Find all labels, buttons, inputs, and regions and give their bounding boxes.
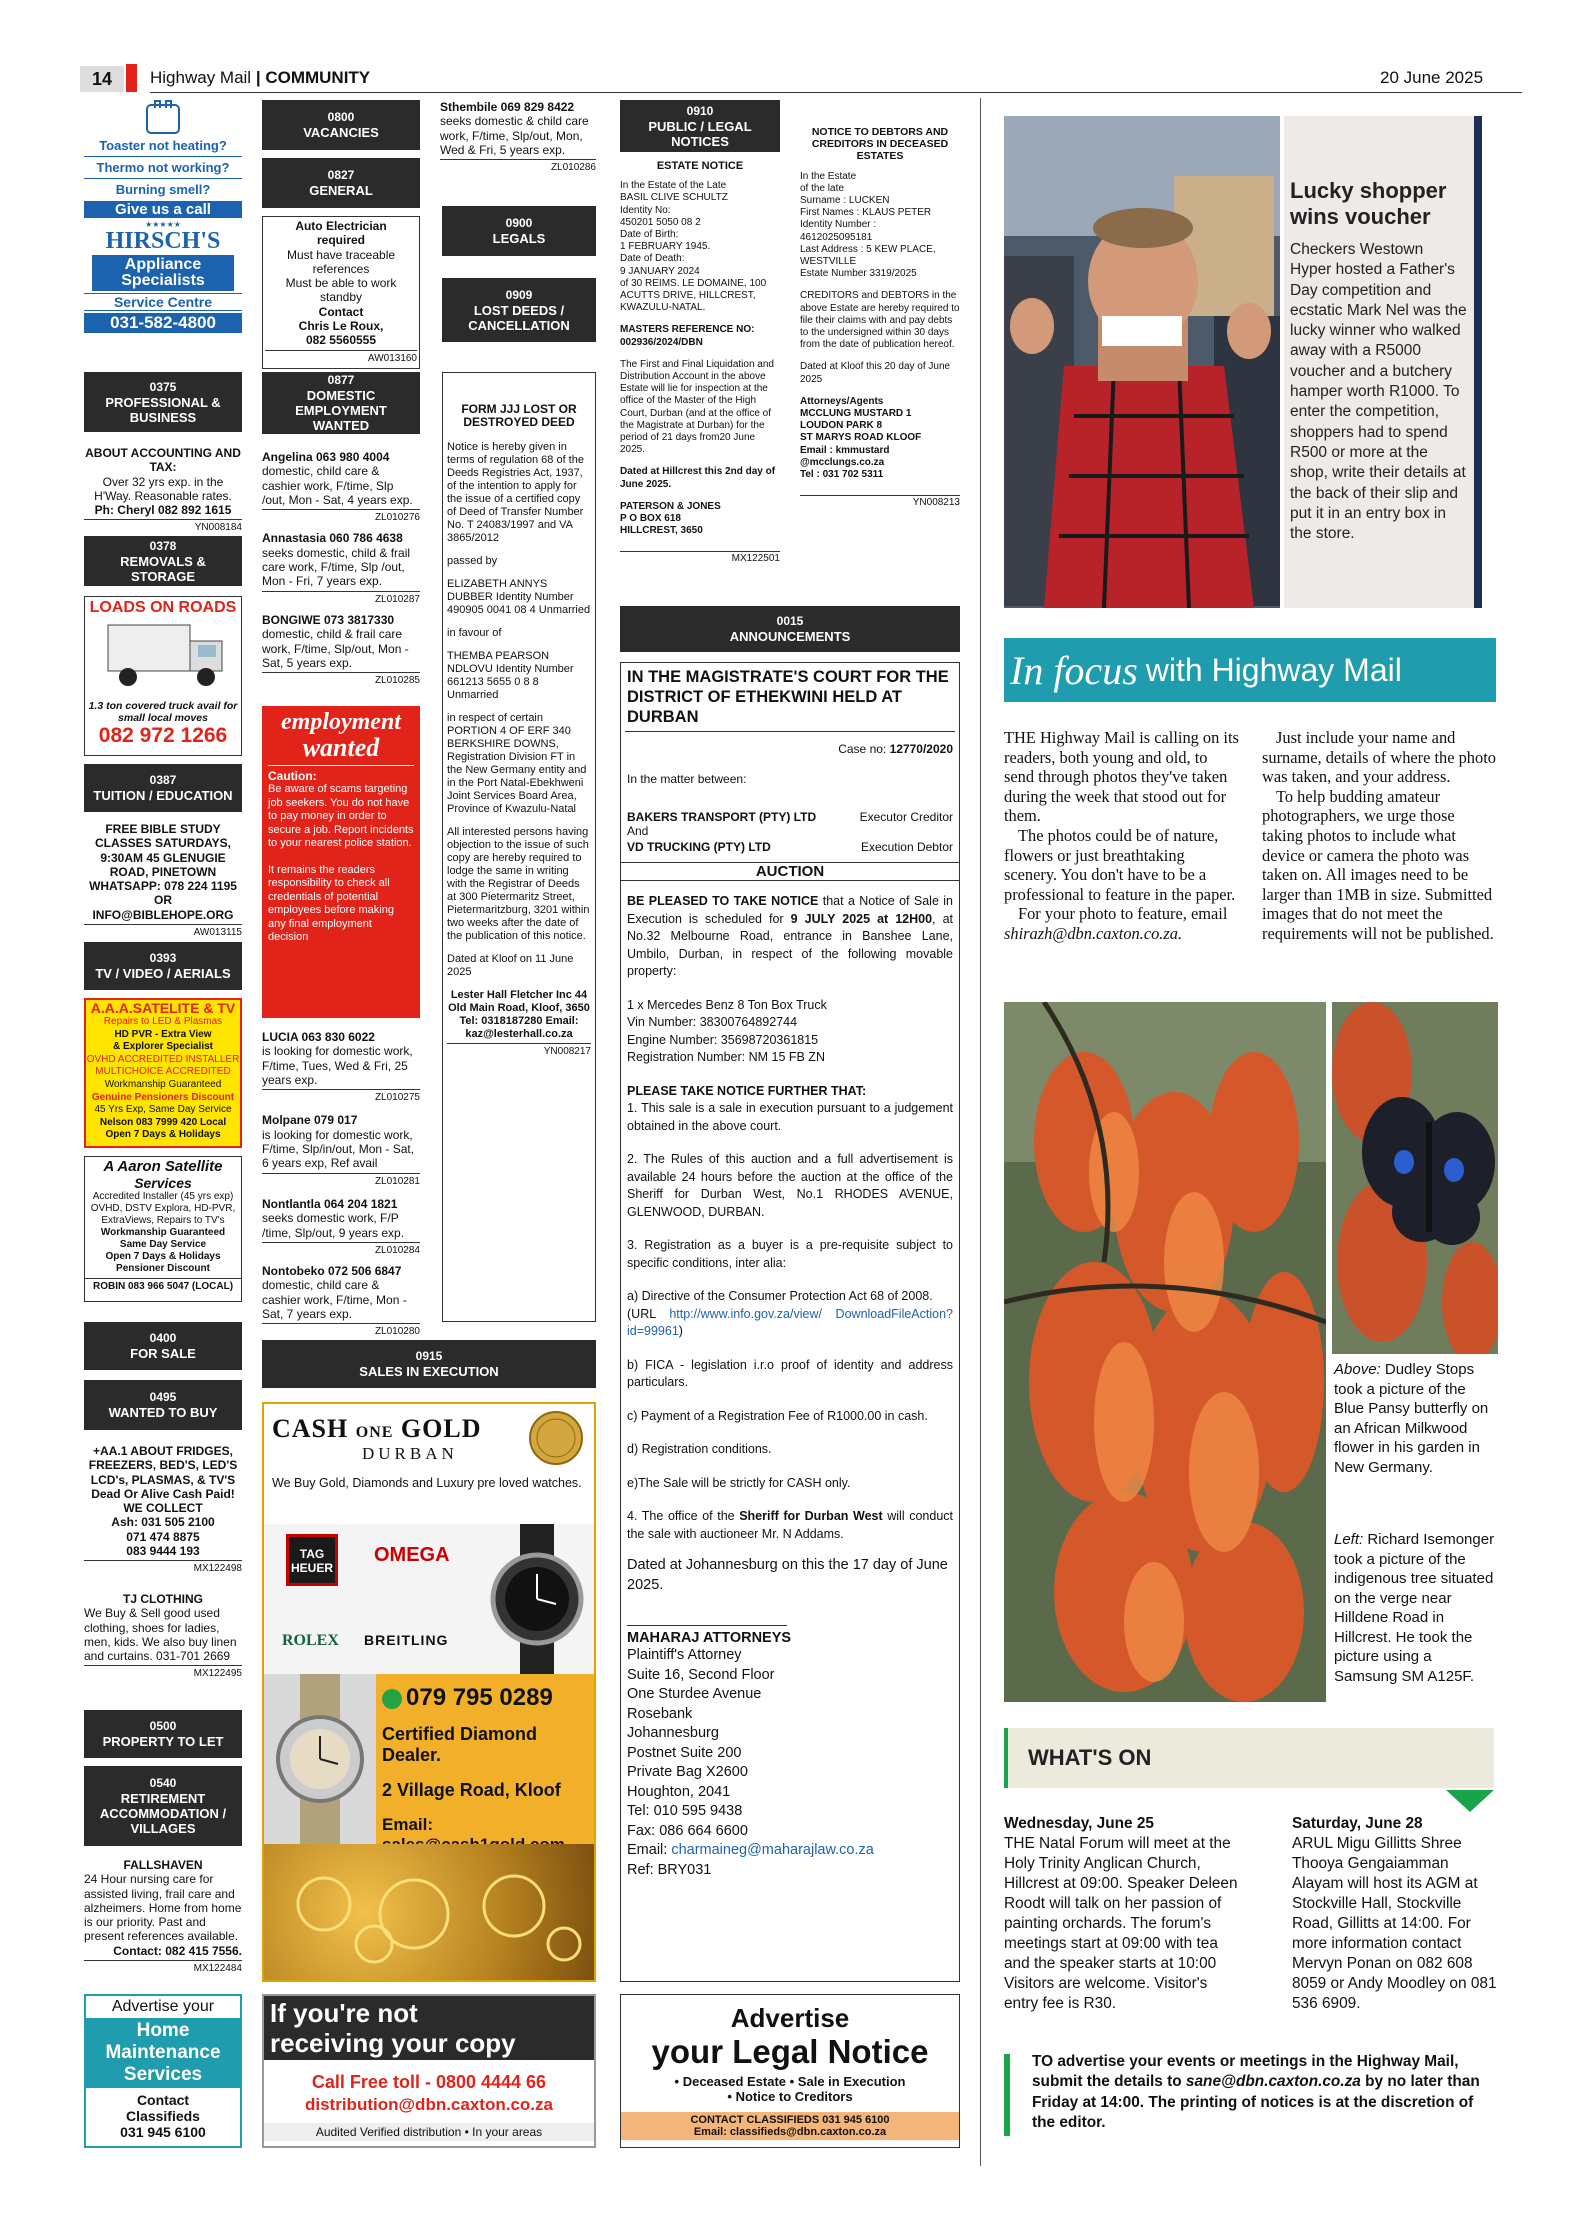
breitling-logo: BREITLING <box>364 1632 449 1648</box>
hirsch-ad <box>84 100 242 366</box>
class-bar-0495: 0495 WANTED TO BUY <box>84 1380 242 1430</box>
watch-icon <box>482 1524 592 1674</box>
class-bar-0387: 0387 TUITION / EDUCATION <box>84 764 242 812</box>
omega-logo: OMEGA <box>374 1544 450 1566</box>
section-title: Highway Mail | COMMUNITY <box>150 68 371 87</box>
page-number: 14 <box>80 66 124 92</box>
tree-flower-photo <box>1004 1002 1326 1702</box>
butterfly-photo <box>1332 1002 1498 1354</box>
class-bar-0827: 0827 GENERAL <box>262 158 420 208</box>
fridges-ad: +AA.1 ABOUT FRIDGES, FREEZERS, BED'S, LED'S LCD's, PLASMAS, & TV'S Dead Or Alive Cash Paid! WE COLLECT Ash: 031 505 2100 071 474 8875 083 9444 193 MX122498 <box>84 1444 242 1577</box>
rolex-logo: ROLEX <box>282 1632 339 1649</box>
list-item: Annastasia 060 786 4638 seeks domestic, child & frail care work, F/time, Slp /out, Mon - Fri, 7 years exp. ZL010287 <box>262 531 420 606</box>
cash-one-gold-ad: CASH ONE GOLD DURBAN We Buy Gold, Diamonds and Luxury pre loved watches. TAG HEUER OMEGA ROLEX BREITLING 079 795 0289 Certified Diamond Dealer. 2 Village Road, Kloof Email: <box>262 1402 596 1982</box>
stars: ★★★★★ <box>145 220 181 229</box>
event-wednesday: Wednesday, June 25 THE Natal Forum will meet at the Holy Trinity Anglican Church, Hillcrest at 09:00. Speaker Deleen Roodt will talk on her passion of painting orchards. The forum's meetings start at 09:00 with tea and the speaker starts at 10:00 Visitors are welcome. Visitor's entry fee is R30. <box>1004 1815 1238 2012</box>
fallshaven-ad: FALLSHAVEN 24 Hour nursing care for assisted living, frail care and alzheimers. Home from home is our priority. Past and present references available. Contact: 082 415 7556. MX122484 <box>84 1858 242 1976</box>
class-bar-0500: 0500 PROPERTY TO LET <box>84 1710 242 1758</box>
home-maintenance-ad: Advertise your Home Maintenance Services Contact Classifieds 031 945 6100 <box>84 1994 242 2148</box>
ad-line: Thermo not working? <box>96 160 230 175</box>
copy-distribution-ad: If you're not receiving your copy Call Free toll - 0800 4444 66 distribution@dbn.caxton.co.za Audited Verified distribution • In your areas <box>262 1994 596 2148</box>
class-bar-0015: 0015 ANNOUNCEMENTS <box>620 606 960 652</box>
in-focus-banner: In focus with Highway Mail <box>1004 638 1496 702</box>
court-notice: IN THE MAGISTRATE'S COURT FOR THE DISTRICT OF ETHEKWINI HELD AT DURBAN Case no: 12770/2020 In the matter between: BAKERS TRANSPORT (PTY) LTD Executor Creditor And VD TRUCKING (PTY) LTD Execution Debtor AUCTION BE PLEASED TO TAKE NOTICE that a Notice of Sale in Execution is scheduled for 9 JULY 2025 at 12H00, at No.32 Melbourne Road, entrance in Banshee Lane, Umbilo, Durban, in respect of the following movable property: 1 x Mercedes Benz 8 Ton Box Truck Vin Number: 38300764892744 Engine Number: 35698720361815 Registration Number: NM 15 FB ZN PLEASE TAKE NOTICE FURTHER THAT: 1. This sale is a sale in execution pursuant to a judgement obtained in the above court. 2. The Rules of this auction and a full advertisement is available 24 hours before the auction at the office of the Sheriff for Durban West, No.1 RHODES AVENUE, GLENWOOD, DURBAN. 3. Registration as a buyer is a pre-requisite subject to specific conditions, inter alia: a) Directive of the Consumer Protection Act 68 of 2008. (URL http://www.info.gov.za/view/ DownloadFileAction?id=99961) b) FICA - legislation i.r.o proof of identity and address particulars. c) Payment of a Registration Fee of R1000.00 in cash. d) Registration conditions. e)The Sale will be strictly for CASH only. 4. The office of the Sheriff for Durban West will conduct the sale with auctioneer Mr. N Addams. Dated at Johannesburg on this the 17 day of June 2025. MAHARAJ ATTORNEYS Plaintiff's Attorney Suite 16, Second Floor One Sturdee Avenue Rosebank Johannesburg Postnet Suite 200 Private Bag X2600 Houghton, 2041 Tel: 010 595 9438 Fax: 086 664 6600 Email: charmaineg@maharajlaw.co.za Ref: BRY031 <box>620 662 960 1982</box>
domestic-ads-1 <box>262 450 420 688</box>
hirsch-logo: HIRSCH'S <box>105 228 221 254</box>
tj-clothing-ad: TJ CLOTHING We Buy & Sell good used clothing, shoes for ladies, men, kids. We also buy linen and curtains. 031-701 2669 MX122495 <box>84 1592 242 1682</box>
truck-icon <box>88 617 238 695</box>
triangle-marker <box>1446 1790 1494 1812</box>
whatsapp-icon <box>382 1689 402 1709</box>
whats-on-header: WHAT'S ON <box>1004 1728 1494 1788</box>
green-accent <box>1004 2054 1010 2136</box>
ad-line: Give us a call <box>84 201 242 218</box>
class-bar-0915: 0915 SALES IN EXECUTION <box>262 1340 596 1388</box>
caption-above: Above: Dudley Stops took a picture of the Blue Pansy butterfly on an African Milkwood flower in his garden in New Germany. <box>1334 1361 1489 1476</box>
tag-heuer-logo: TAG HEUER <box>286 1534 338 1586</box>
list-item: LUCIA 063 830 6022 is looking for domestic work, F/time, Tues, Wed & Fri, 25 years exp. ZL010275 <box>262 1030 420 1105</box>
email-link[interactable]: charmaineg@maharajlaw.co.za <box>671 1842 874 1858</box>
class-bar-0909: 0909 LOST DEEDS / CANCELLATION <box>442 278 596 342</box>
employment-wanted-notice: employment wanted Caution: Be aware of scams targeting job seekers. You do not have to pay money in order to secure a job. Report incidents to your nearest police station. It remains the readers responsibility to check all credentials of potential employees before making any final employment decision <box>262 706 420 1018</box>
story-body: Checkers Westown Hyper hosted a Father's Day competition and ecstatic Mark Nel was the lucky winner who walked away with a R5000 voucher and a butchery hamper worth R1000. To enter the competition, shoppers had to spend R500 or more at the shop, write their details at the back of their slip and put it in an entry box in the store. <box>1290 241 1467 543</box>
class-bar-0910: 0910 PUBLIC / LEGAL NOTICES <box>620 100 780 152</box>
bible-study-ad: FREE BIBLE STUDY CLASSES SATURDAYS, 9:30AM 45 GLENUGIE ROAD, PINETOWN WHATSAPP: 078 224 1195 OR INFO@BIBLEHOPE.ORG AW013115 <box>84 822 242 940</box>
aaa-satellite-ad: A.A.A.SATELITE & TV Repairs to LED & Plasmas HD PVR - Extra View & Explorer Specialist OVHD ACCREDITED INSTALLER MULTICHOICE ACCREDITED Workmanship Guaranteed Genuine Pensioners Discount 45 Yrs Exp, Same Day Service Nelson 083 7999 420 Local Open 7 Days & Holidays <box>84 998 242 1148</box>
ad-line: Appliance Specialists <box>92 255 234 291</box>
class-bar-0800: 0800 VACANCIES <box>262 100 420 150</box>
domestic-ads-2 <box>262 1030 420 1340</box>
accounting-ad: ABOUT ACCOUNTING AND TAX: Over 32 yrs exp. in the H'Way. Reasonable rates. Ph: Cheryl 082 892 1615 YN008184 <box>84 446 242 536</box>
sthembile-ad: Sthembile 069 829 8422 seeks domestic & child care work, F/time, Slp/out, Mon, Wed & Fri, 5 years exp. ZL010286 <box>440 100 596 175</box>
story-headline: Lucky shopper wins voucher <box>1290 178 1447 229</box>
lost-deed-notice: FORM JJJ LOST OR DESTROYED DEED Notice is hereby given in terms of regulation 68 of the Deeds Registries Act, 1937, of the intention to apply for the issue of a certified copy of Deed of Transfer Number No. T 24083/1997 and VA 3865/2012 passed by ELIZABETH ANNYS DUBBER Identity Number 490905 0041 08 4 Unmarried in favour of THEMBA PEARSON NDLOVU Identity Number 661213 5655 0 8 8 Unmarried in respect of certain PORTION 4 OF ERF 340 BERKSHIRE DOWNS, Registration Division FT in the New Germany entity and in the Port Natal-Ebekhweni Joint Services Board Area, Province of Kwazulu-Natal All interested persons having objection to the issue of such copy are hereby required to lodge the same in writing with the Registrar of Deeds at 300 Pietermaritz Street, Pietermaritzburg, 3201 within two weeks after the date of the publication of this notice. Dated at Kloof on 11 June 2025 Lester Hall Fletcher Inc 44 Old Main Road, Kloof, 3650 Tel: 0318187280 Email: kaz@lesterhall.co.za YN008217 <box>442 372 596 1322</box>
class-bar-0375: 0375 PROFESSIONAL & BUSINESS <box>84 372 242 432</box>
class-bar-0378: 0378 REMOVALS & STORAGE <box>84 536 242 586</box>
list-item: Molpane 079 017 is looking for domestic work, F/time, Slp/in/out, Mon - Sat, 6 years exp, Ref avail ZL010281 <box>262 1113 420 1188</box>
class-bar-0877: 0877 DOMESTIC EMPLOYMENT WANTED <box>262 372 420 434</box>
aaron-satellite-ad: A Aaron Satellite Services Accredited Installer (45 yrs exp) OVHD, DSTV Explora, HD-PVR, ExtraViews, Repairs to TV's Workmanship Guaranteed Same Day Service Open 7 Days & Holidays Pensioner Discount ROBIN 083 966 5047 (LOCAL) <box>84 1156 242 1302</box>
lucky-shopper-photo <box>1004 116 1280 608</box>
ad-line: Burning smell? <box>115 182 211 197</box>
ad-line: Service Centre <box>84 293 242 311</box>
red-marker <box>126 64 137 92</box>
toaster-icon <box>146 104 180 134</box>
class-bar-0393: 0393 TV / VIDEO / AERIALS <box>84 942 242 990</box>
legal-notice-ad: Advertise your Legal Notice • Deceased Estate • Sale in Execution • Notice to Creditors CONTACT CLASSIFIEDS 031 945 6100 Email: classifieds@dbn.caxton.co.za <box>620 1994 960 2148</box>
lucky-shopper-story <box>1284 116 1482 608</box>
url-link[interactable]: http://www.info.gov.za/view/ DownloadFileAction?id=99961 <box>627 1306 953 1338</box>
class-bar-0400: 0400 FOR SALE <box>84 1322 242 1370</box>
event-saturday: Saturday, June 28 ARUL Migu Gillitts Shree Thooya Gengaiamman Alayam will host its AGM at Stockville Hall, Stockville Road, Gillitts at 14:00. For more information contact Mervyn Ponan on 082 608 8059 or Andy Moodley on 081 536 6909. <box>1292 1815 1497 2012</box>
header-rule <box>150 92 1522 93</box>
gold-coin-icon <box>526 1410 586 1466</box>
gold-jewellery-photo <box>264 1844 594 1980</box>
caption-left: Left: Richard Isemonger took a picture of the indigenous tree situated on the verge near Hilldene Road in Hillcrest. He took the picture using a Samsung SM A125F. <box>1334 1531 1495 1685</box>
debtors-notice: NOTICE TO DEBTORS AND CREDITORS IN DECEASED ESTATES In the Estate of the late Surname : LUCKEN First Names : KLAUS PETER Identity Number : 4612025095181 Last Address : 5 KEW PLACE, WESTVILLE Estate Number 3319/2025 CREDITORS and DEBTORS in the above Estate are hereby required to file their claims with and pay debts to the undersigned within 30 days from the date of publication hereof. Dated at Kloof this 20 day of June 2025 Attorneys/Agents MCCLUNG MUSTARD 1 LOUDON PARK 8 ST MARYS ROAD KLOOF Email : kmmustard @mcclungs.co.za Tel : 031 702 5311 YN008213 <box>800 126 960 509</box>
list-item: BONGIWE 073 3817330 domestic, child & frail care work, F/time, Slp/out, Mon - Sat, 5 years exp. ZL010285 <box>262 613 420 688</box>
class-bar-0540: 0540 RETIREMENT ACCOMMODATION / VILLAGES <box>84 1766 242 1846</box>
column-divider <box>980 98 981 2166</box>
loads-on-roads-ad: LOADS ON ROADS 1.3 ton covered truck avail for small local moves 082 972 1266 <box>84 596 242 756</box>
list-item: Nontlantla 064 204 1821 seeks domestic work, F/P /time, Slp/out, 9 years exp. ZL010284 <box>262 1197 420 1258</box>
phone: 031-582-4800 <box>84 313 242 333</box>
issue-date: 20 June 2025 <box>1380 68 1484 87</box>
in-focus-left-text: THE Highway Mail is calling on its readers, both young and old, to send through photos they've taken during the week that stood out for them. The photos could be of nature, flowers or just breathtaking scenery. You don't have to be a professional to feature in the paper. For your photo to feature, email shirazh@dbn.caxton.co.za. <box>1004 728 1239 943</box>
advertise-events-note: TO advertise your events or meetings in the Highway Mail, submit the details to sane@dbn.caxton.co.za by no later than Friday at 14:00. The printing of notices is at the discretion of the editor. <box>1032 2053 1480 2132</box>
in-focus-right-text: Just include your name and surname, details of where the photo was taken, and your address. To help budding amateur photographers, we urge those taking photos to include what device or camera the photo was taken on. All images need to be larger than 1MB in size. Submitted images that do not meet the requirements will not be published. <box>1262 728 1496 943</box>
estate-notice: ESTATE NOTICE In the Estate of the Late BASIL CLIVE SCHULTZ Identity No: 450201 5050 08 2 Date of Birth: 1 FEBRUARY 1945. Date of Death: 9 JANUARY 2024 of 30 REIMS. LE DOMAINE, 100 ACUTTS DRIVE, HILLCREST, KWAZULU-NATAL. MASTERS REFERENCE NO: 002936/2024/DBN The First and Final Liquidation and Distribution Account in the above Estate will lie for inspection at the office of the Master of the High Court, Durban (and at the office of the Magistrate at Durban) for the period of 21 days from20 June 2025. Dated at Hillcrest this 2nd day of June 2025. PATERSON & JONES P O BOX 618 HILLCREST, 3650 MX122501 <box>620 160 780 565</box>
auto-electrician-ad: Auto Electrician required Must have traceable references Must be able to work standby Contact Chris Le Roux, 082 5560555 AW013160 <box>262 216 420 369</box>
rolex-watch-icon <box>264 1674 376 1844</box>
class-bar-0900: 0900 LEGALS <box>442 206 596 256</box>
ad-line: Toaster not heating? <box>99 138 227 153</box>
list-item: Nontobeko 072 506 6847 domestic, child care & cashier work, F/time, Mon - Sat, 7 years exp. ZL010280 <box>262 1264 420 1339</box>
list-item: Angelina 063 980 4004 domestic, child care & cashier work, F/time, Slp /out, Mon - Sat, 4 years exp. ZL010276 <box>262 450 420 525</box>
